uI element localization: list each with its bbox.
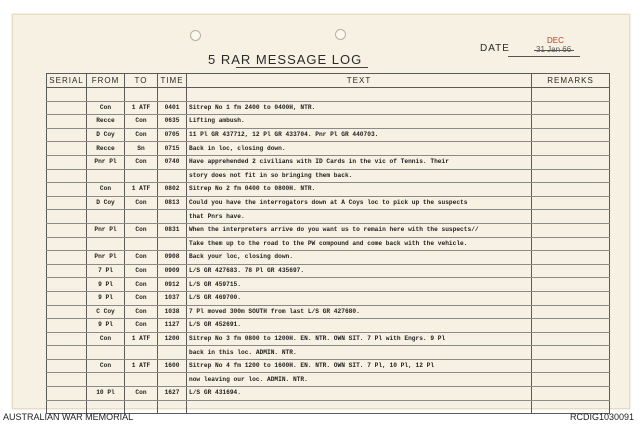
cell-remarks: [532, 346, 610, 360]
cell-from: [87, 237, 125, 251]
cell-time: 0813: [158, 196, 187, 210]
cell-to: [125, 169, 158, 183]
table-row: [47, 223, 610, 237]
cell-time: 1038: [158, 305, 187, 319]
table-body: [47, 88, 610, 414]
cell-from: Con: [87, 359, 125, 373]
cell-from: [87, 169, 125, 183]
cell-from: C Coy: [87, 305, 125, 319]
cell-serial: [47, 88, 87, 102]
cell-from: [87, 346, 125, 360]
cell-remarks: [532, 196, 610, 210]
cell-from: Recce: [87, 142, 125, 156]
cell-time: 0802: [158, 183, 187, 197]
cell-text: that Pnrs have.: [187, 210, 532, 224]
date-value: 31 Jan 66: [536, 45, 572, 54]
cell-remarks: [532, 223, 610, 237]
cell-from: 9 Pl: [87, 278, 125, 292]
table-row: [47, 115, 610, 129]
header-text: TEXT: [187, 74, 532, 88]
cell-from: D Coy: [87, 196, 125, 210]
cell-text: L/S GR 452691.: [187, 319, 532, 333]
cell-time: [158, 88, 187, 102]
table-row: [47, 183, 610, 197]
cell-time: [158, 237, 187, 251]
cell-text: Back in loc, closing down.: [187, 142, 532, 156]
cell-serial: [47, 115, 87, 129]
table-row: [47, 210, 610, 224]
cell-to: 1 ATF: [125, 359, 158, 373]
cell-to: Con: [125, 223, 158, 237]
cell-text: Sitrep No 3 fm 0800 to 1200H. EN. NTR. OWN SIT. 7 Pl with Engrs. 9 Pl: [187, 332, 532, 346]
cell-to: Con: [125, 196, 158, 210]
cell-time: 1037: [158, 291, 187, 305]
cell-text: Sitrep No 1 fm 2400 to 0400H, NTR.: [187, 101, 532, 115]
log-title: 5 RAR MESSAGE LOG: [208, 52, 363, 67]
cell-time: [158, 373, 187, 387]
cell-serial: [47, 251, 87, 265]
cell-time: 0740: [158, 155, 187, 169]
cell-time: 1600: [158, 359, 187, 373]
cell-to: Sn: [125, 142, 158, 156]
cell-time: 1627: [158, 387, 187, 401]
cell-to: Con: [125, 115, 158, 129]
cell-remarks: [532, 264, 610, 278]
table-header-row: [47, 74, 610, 88]
cell-to: [125, 373, 158, 387]
cell-time: [158, 346, 187, 360]
cell-serial: [47, 264, 87, 278]
cell-from: Con: [87, 183, 125, 197]
table-row: [47, 251, 610, 265]
cell-to: Con: [125, 387, 158, 401]
cell-serial: [47, 101, 87, 115]
cell-serial: [47, 237, 87, 251]
cell-to: Con: [125, 264, 158, 278]
cell-time: 1200: [158, 332, 187, 346]
cell-from: [87, 373, 125, 387]
cell-to: Con: [125, 128, 158, 142]
cell-time: 0908: [158, 251, 187, 265]
table-row: [47, 169, 610, 183]
cell-from: 7 Pl: [87, 264, 125, 278]
cell-text: [187, 400, 532, 414]
cell-text: back in this loc. ADMIN. NTR.: [187, 346, 532, 360]
table-row: [47, 291, 610, 305]
cell-time: 1127: [158, 319, 187, 333]
cell-remarks: [532, 291, 610, 305]
cell-serial: [47, 210, 87, 224]
table-row: [47, 373, 610, 387]
cell-to: 1 ATF: [125, 183, 158, 197]
cell-time: 0705: [158, 128, 187, 142]
cell-serial: [47, 196, 87, 210]
cell-remarks: [532, 387, 610, 401]
cell-remarks: [532, 319, 610, 333]
cell-serial: [47, 278, 87, 292]
cell-text: now leaving our loc. ADMIN. NTR.: [187, 373, 532, 387]
cell-text: [187, 88, 532, 102]
table-row: [47, 305, 610, 319]
message-log-table: [46, 73, 610, 414]
table-row: [47, 155, 610, 169]
cell-from: [87, 88, 125, 102]
date-underline: [508, 56, 580, 57]
cell-serial: [47, 128, 87, 142]
cell-text: Lifting ambush.: [187, 115, 532, 129]
table-row: [47, 332, 610, 346]
cell-remarks: [532, 155, 610, 169]
cell-text: L/S GR 431694.: [187, 387, 532, 401]
cell-remarks: [532, 359, 610, 373]
cell-to: Con: [125, 319, 158, 333]
cell-remarks: [532, 142, 610, 156]
table-row: [47, 128, 610, 142]
cell-from: 9 Pl: [87, 319, 125, 333]
table-row: [47, 142, 610, 156]
table-row: [47, 278, 610, 292]
punch-hole-right: [335, 29, 346, 40]
header-from: FROM: [87, 74, 125, 88]
cell-text: When the interpreters arrive do you want us to remain here with the suspects//: [187, 223, 532, 237]
cell-to: [125, 237, 158, 251]
cell-time: [158, 169, 187, 183]
cell-from: 9 Pl: [87, 291, 125, 305]
cell-to: [125, 210, 158, 224]
cell-remarks: [532, 88, 610, 102]
cell-text: L/S GR 427683. 78 Pl GR 435697.: [187, 264, 532, 278]
cell-text: Could you have the interrogators down at A Coys loc to pick up the suspects: [187, 196, 532, 210]
cell-text: L/S GR 459715.: [187, 278, 532, 292]
cell-text: story does not fit in so bringing them back.: [187, 169, 532, 183]
cell-remarks: [532, 115, 610, 129]
cell-remarks: [532, 305, 610, 319]
table-row: [47, 101, 610, 115]
cell-from: [87, 210, 125, 224]
cell-to: 1 ATF: [125, 101, 158, 115]
cell-remarks: [532, 169, 610, 183]
cell-serial: [47, 223, 87, 237]
header-remarks: REMARKS: [532, 74, 610, 88]
cell-text: Back your loc, closing down.: [187, 251, 532, 265]
cell-text: Sitrep No 2 fm 0400 to 0800H. NTR.: [187, 183, 532, 197]
cell-serial: [47, 319, 87, 333]
cell-text: Take them up to the road to the PW compound and come back with the vehicle.: [187, 237, 532, 251]
cell-to: 1 ATF: [125, 332, 158, 346]
cell-text: 7 Pl moved 300m SOUTH from last L/S GR 427680.: [187, 305, 532, 319]
cell-serial: [47, 359, 87, 373]
cell-serial: [47, 169, 87, 183]
cell-from: Pnr Pl: [87, 223, 125, 237]
table-row: [47, 196, 610, 210]
cell-time: [158, 210, 187, 224]
cell-serial: [47, 155, 87, 169]
cell-remarks: [532, 183, 610, 197]
cell-to: [125, 88, 158, 102]
header-to: TO: [125, 74, 158, 88]
cell-remarks: [532, 237, 610, 251]
cell-serial: [47, 332, 87, 346]
cell-serial: [47, 291, 87, 305]
header-time: TIME: [158, 74, 187, 88]
cell-text: Sitrep No 4 fm 1200 to 1600H. EN. NTR. OWN SIT. 7 Pl, 10 Pl, 12 Pl: [187, 359, 532, 373]
cell-time: 0912: [158, 278, 187, 292]
cell-time: 0831: [158, 223, 187, 237]
cell-serial: [47, 346, 87, 360]
cell-serial: [47, 305, 87, 319]
table-row: [47, 88, 610, 102]
header-serial: SERIAL: [47, 74, 87, 88]
cell-text: Have apprehended 2 civilians with ID Cards in the vic of Tennis. Their: [187, 155, 532, 169]
footer-record-id: RCDIG1030091: [569, 412, 634, 422]
table-row: [47, 237, 610, 251]
cell-from: 10 Pl: [87, 387, 125, 401]
cell-to: Con: [125, 291, 158, 305]
cell-remarks: [532, 210, 610, 224]
cell-time: 0715: [158, 142, 187, 156]
cell-serial: [47, 183, 87, 197]
cell-from: D Coy: [87, 128, 125, 142]
cell-time: 0635: [158, 115, 187, 129]
cell-time: 0401: [158, 101, 187, 115]
cell-serial: [47, 142, 87, 156]
cell-remarks: [532, 251, 610, 265]
cell-serial: [47, 387, 87, 401]
cell-remarks: [532, 101, 610, 115]
title-underline: [236, 67, 368, 68]
footer-institution: AUSTRALIAN WAR MEMORIAL: [3, 412, 134, 422]
date-strikethrough: [534, 50, 574, 51]
cell-remarks: [532, 128, 610, 142]
table-row: [47, 264, 610, 278]
cell-serial: [47, 373, 87, 387]
cell-time: 0909: [158, 264, 187, 278]
cell-to: Con: [125, 305, 158, 319]
cell-from: Recce: [87, 115, 125, 129]
cell-remarks: [532, 278, 610, 292]
cell-from: Pnr Pl: [87, 155, 125, 169]
cell-to: Con: [125, 251, 158, 265]
cell-time: [158, 400, 187, 414]
table-row: [47, 359, 610, 373]
punch-hole-left: [190, 30, 201, 41]
date-correction: DEC: [547, 36, 564, 45]
cell-text: 11 Pl GR 437712, 12 Pl GR 433704. Pnr Pl GR 440703.: [187, 128, 532, 142]
table-row: [47, 346, 610, 360]
cell-remarks: [532, 373, 610, 387]
cell-to: Con: [125, 278, 158, 292]
table-row: [47, 319, 610, 333]
cell-to: Con: [125, 155, 158, 169]
cell-text: L/S GR 469700.: [187, 291, 532, 305]
date-label: DATE: [480, 43, 510, 54]
table-row: [47, 387, 610, 401]
cell-from: Con: [87, 101, 125, 115]
cell-from: Pnr Pl: [87, 251, 125, 265]
cell-remarks: [532, 332, 610, 346]
cell-from: Con: [87, 332, 125, 346]
cell-to: [125, 346, 158, 360]
